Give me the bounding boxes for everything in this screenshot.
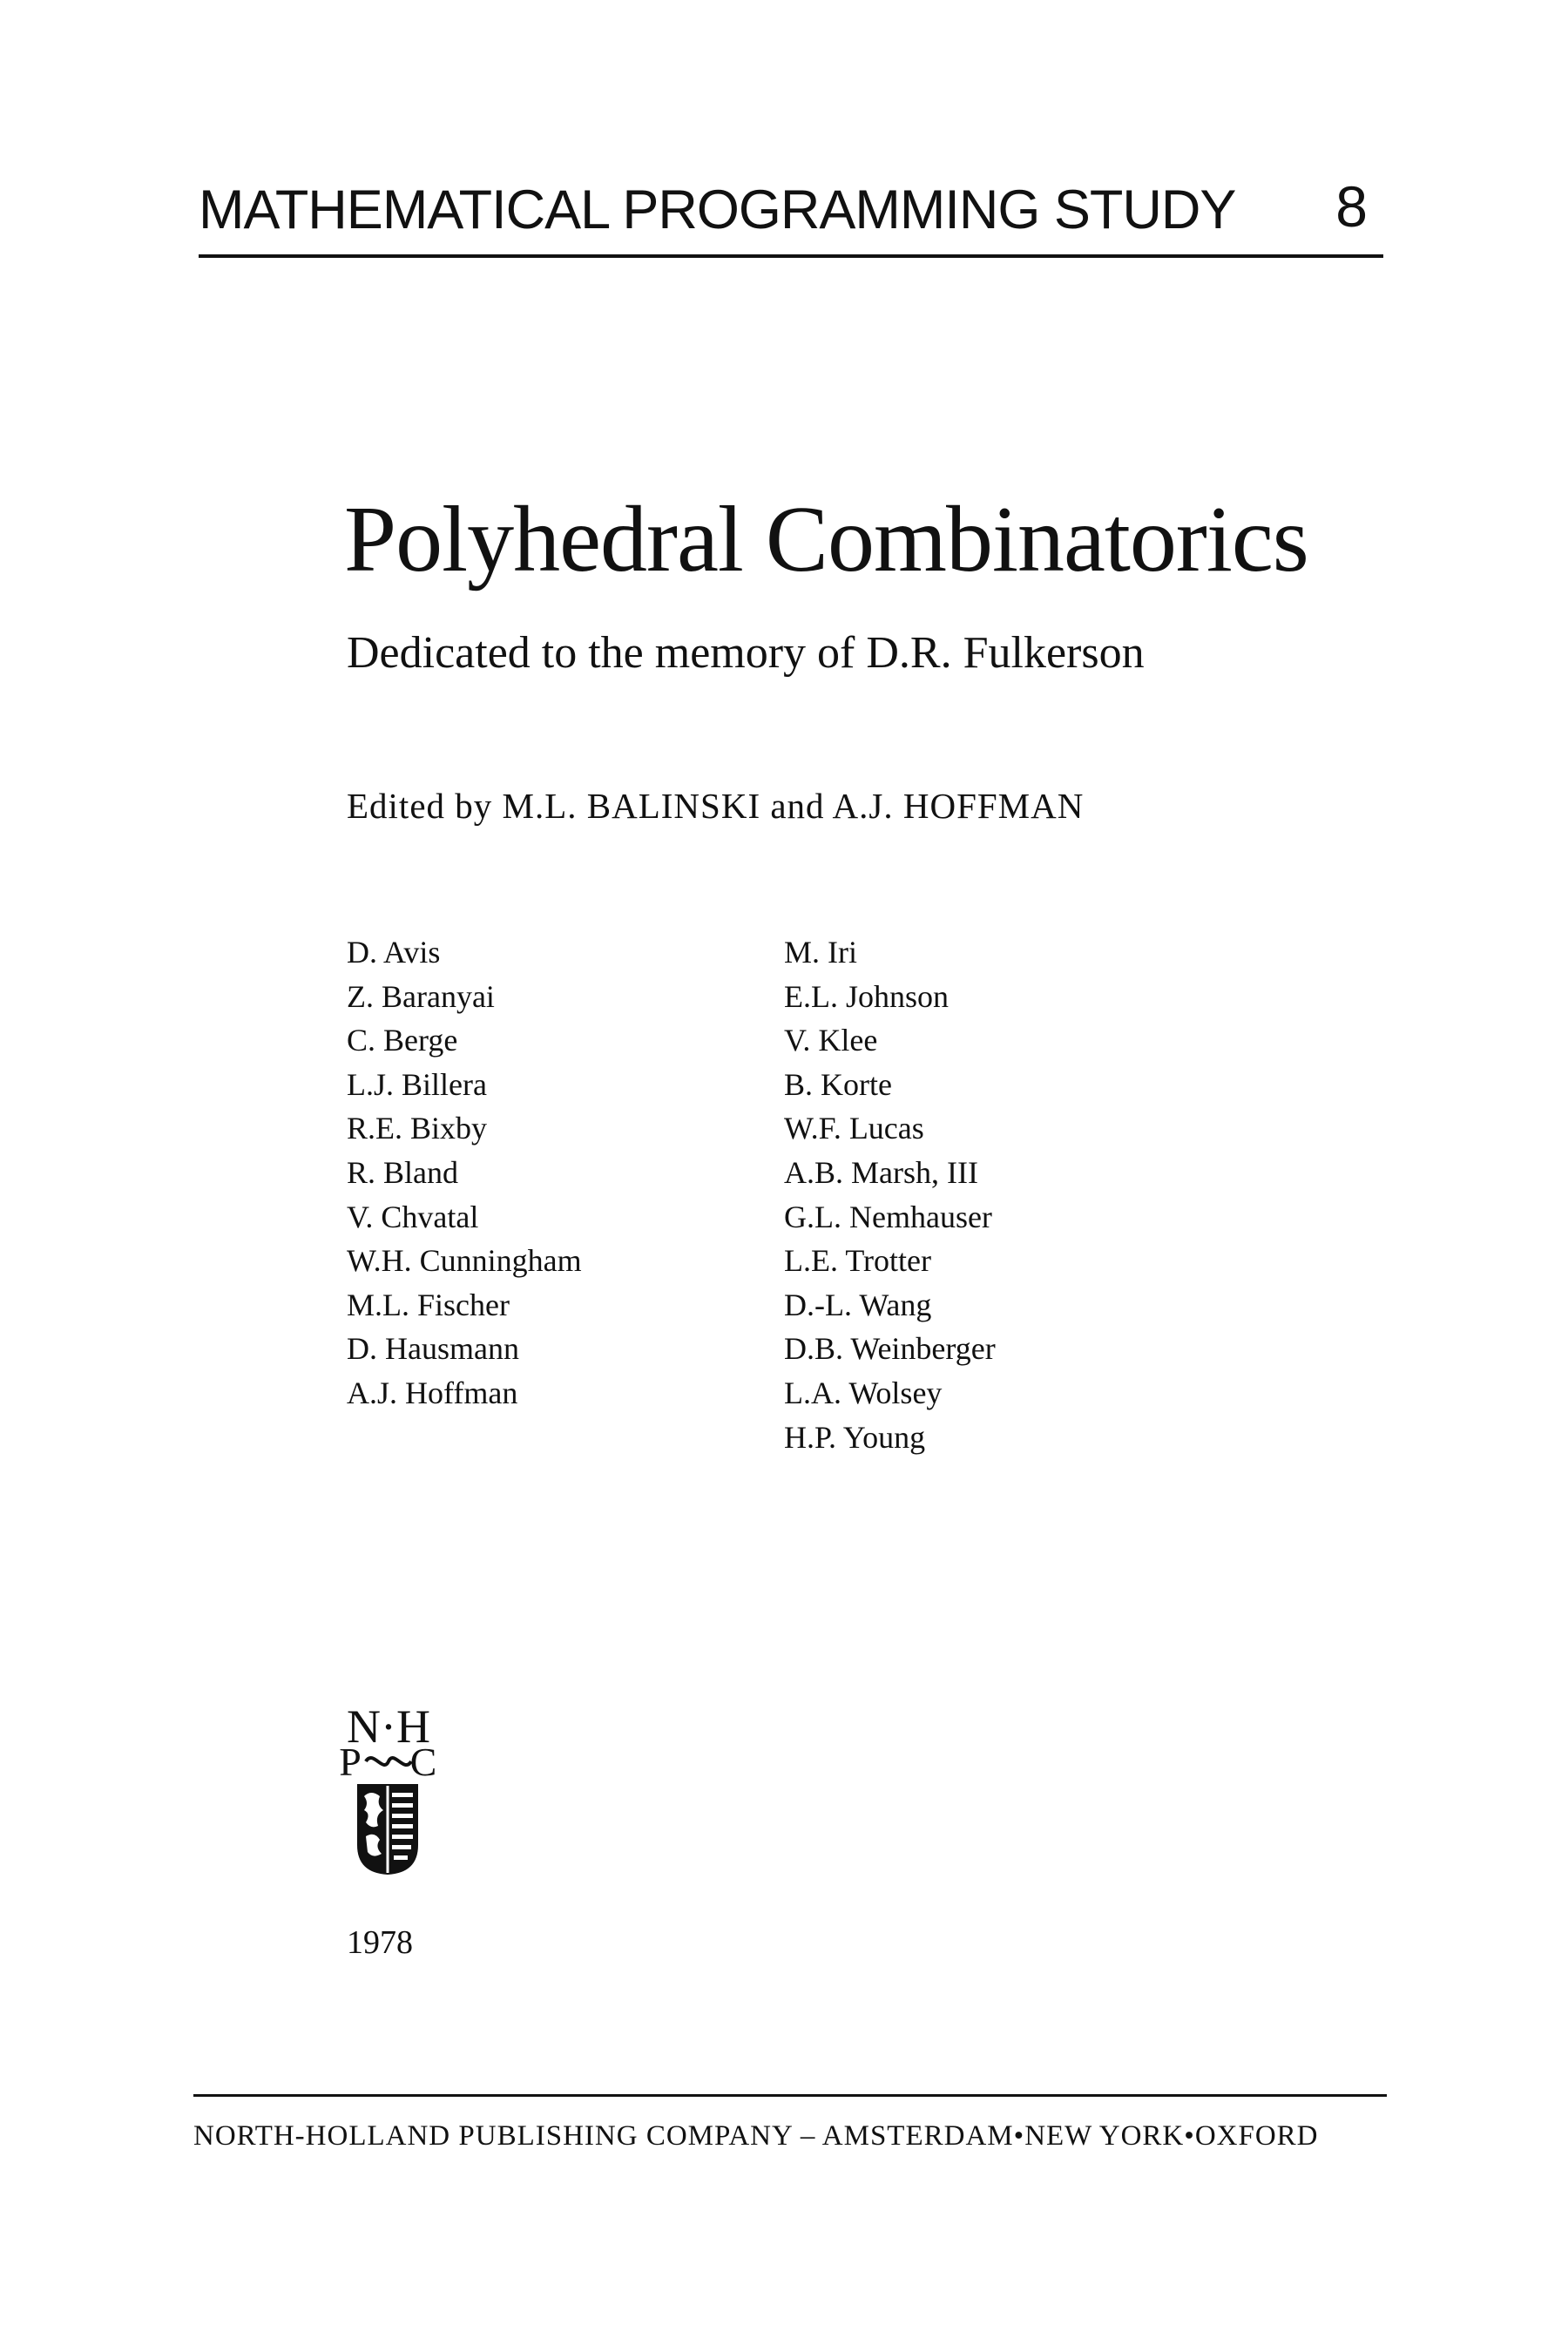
contributor-name: D.B. Weinberger [784, 1331, 996, 1367]
contributor-name: D. Avis [347, 935, 441, 970]
publisher-imprint: NORTH-HOLLAND PUBLISHING COMPANY – AMSTERDAM•NEW YORK•OXFORD [193, 2120, 1319, 2152]
series-header [199, 174, 1383, 258]
contributor-name: L.E. Trotter [784, 1243, 932, 1279]
series-title: MATHEMATICAL PROGRAMMING STUDY [199, 179, 1236, 240]
contributor-name: M. Iri [784, 935, 857, 970]
book-title: Polyhedral Combinatorics [344, 488, 1308, 591]
contributor-name: W.H. Cunningham [347, 1243, 582, 1279]
contributor-name: A.B. Marsh, III [784, 1154, 978, 1190]
contributor-name: W.F. Lucas [784, 1111, 924, 1146]
contributors-right-column [784, 930, 996, 1459]
contributor-name: C. Berge [347, 1023, 458, 1058]
publisher-divider [193, 2094, 1387, 2097]
contributor-name: E.L. Johnson [784, 978, 949, 1014]
contributor-name: H.P. Young [784, 1419, 926, 1455]
logo-left-letter: P [339, 1740, 362, 1784]
contributor-name: D.-L. Wang [784, 1287, 932, 1322]
publication-year: 1978 [347, 1924, 413, 1961]
logo-right-letter: C [409, 1740, 437, 1784]
contributors-left-column [347, 930, 582, 1416]
contributor-name: G.L. Nemhauser [784, 1199, 992, 1234]
logo-top-letters: N·H [347, 1700, 430, 1753]
series-number: 8 [1335, 174, 1368, 239]
contributor-name: R. Bland [347, 1154, 459, 1190]
contributor-name: Z. Baranyai [347, 978, 495, 1014]
publisher-logo-icon [338, 1688, 437, 1880]
contributor-name: L.J. Billera [347, 1066, 487, 1102]
contributor-name: L.A. Wolsey [784, 1375, 943, 1410]
logo-swash [366, 1758, 411, 1765]
contributor-name: R.E. Bixby [347, 1111, 488, 1146]
contributor-name: M.L. Fischer [347, 1287, 510, 1322]
editors-line: Edited by M.L. BALINSKI and A.J. HOFFMAN [347, 786, 1085, 826]
contributor-name: B. Korte [784, 1066, 892, 1102]
dedication: Dedicated to the memory of D.R. Fulkerson [347, 628, 1145, 678]
contributor-name: V. Klee [784, 1023, 878, 1058]
contributor-name: A.J. Hoffman [347, 1375, 518, 1410]
contributor-name: D. Hausmann [347, 1331, 519, 1367]
contributor-name: V. Chvatal [347, 1199, 479, 1234]
